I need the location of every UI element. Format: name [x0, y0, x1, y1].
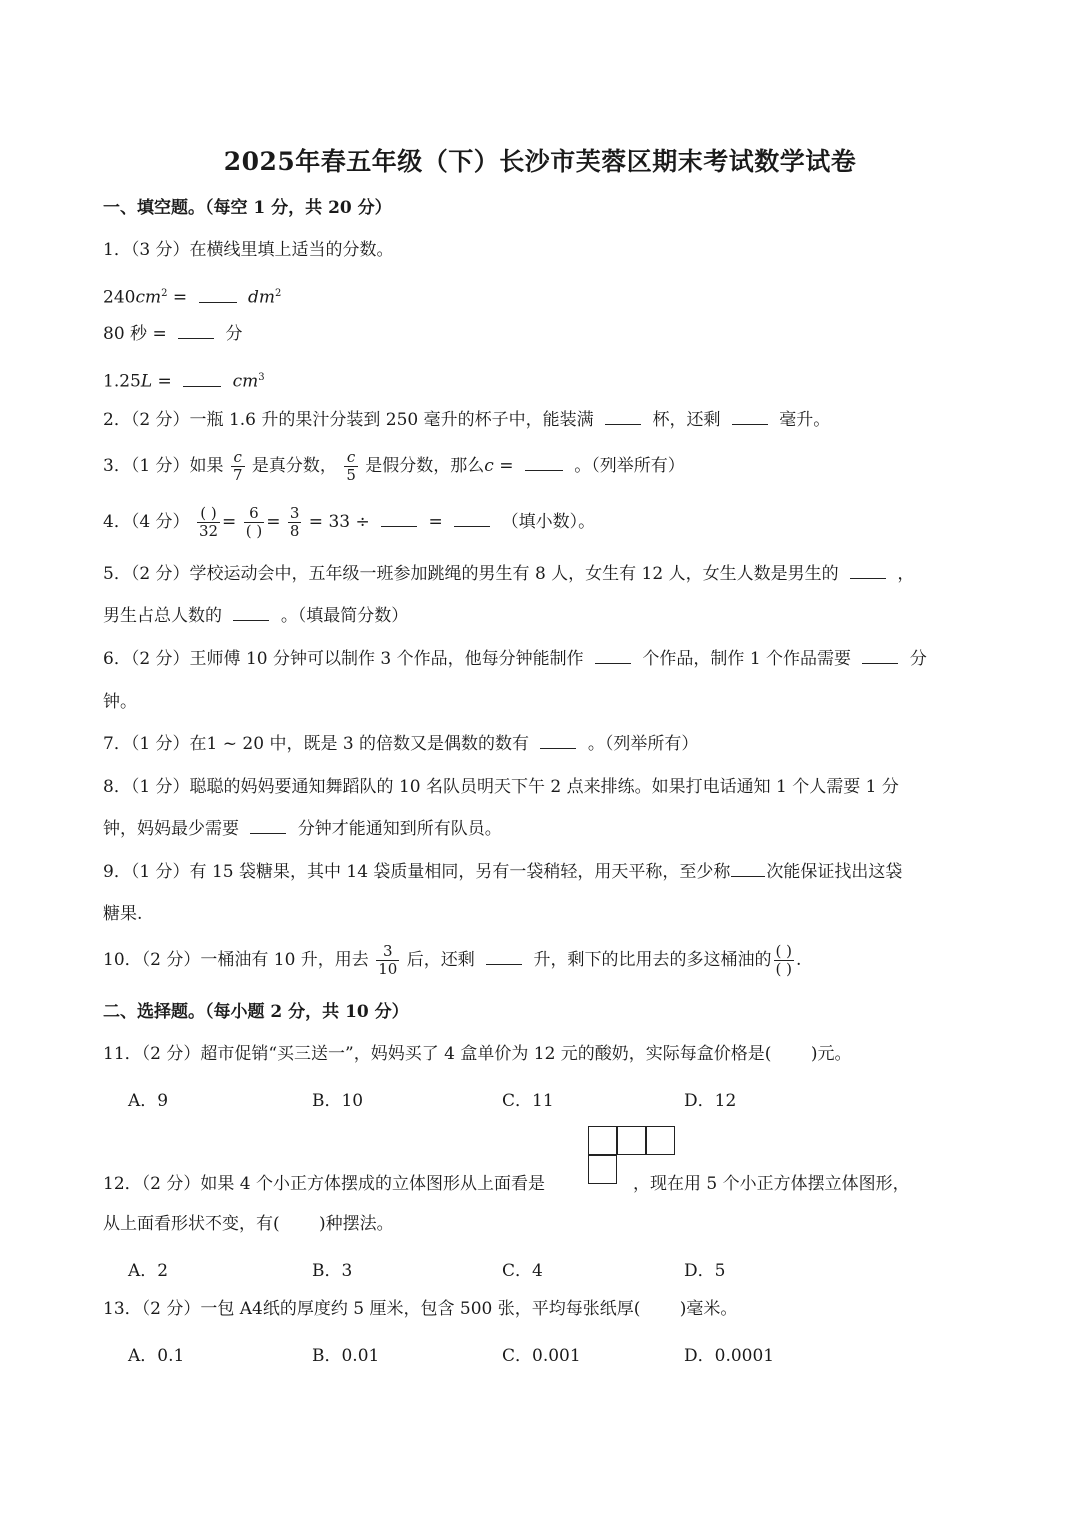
answer-blank[interactable]	[178, 322, 214, 339]
answer-blank[interactable]	[183, 370, 221, 387]
question-5-line-1: 5．（2 分）学校运动会中，五年级一班参加跳绳的男生有 8 人，女生有 12 人，女生人数是男生的 ，	[103, 564, 915, 584]
answer-blank[interactable]	[595, 647, 631, 664]
question-12-line-2: 从上面看形状不变，有( )种摆法。	[103, 1214, 394, 1234]
question-3: 3．（1 分）如果 $\frac{c}{7}$ 是真分数， $\frac{c}{5}$ 是假分数，那么c = 。（列举所有）	[103, 448, 685, 484]
question-2: 2．（2 分）一瓶 1.6 升的果汁分装到 250 毫升的杯子中，能装满 杯，还剩 毫升。	[103, 410, 831, 430]
question-13-option-a[interactable]: A．0.1	[128, 1346, 185, 1366]
fraction: $\frac{c}{5}$	[346, 448, 356, 484]
question-13-option-b[interactable]: B．0.01	[312, 1346, 380, 1366]
question-1-line-1: $240cm^2 = dm^2$	[103, 287, 282, 308]
fraction: $\frac{( )}{32}$	[198, 504, 219, 540]
page-title: 2025年春五年级（下）长沙市芙蓉区期末考试数学试卷	[223, 147, 857, 176]
question-12-option-c[interactable]: C．4	[502, 1261, 543, 1281]
square-cell	[617, 1126, 646, 1155]
fraction: $\frac{3}{8}$	[289, 504, 300, 540]
question-5-line-2: 男生占总人数的 。（填最简分数）	[103, 606, 409, 626]
section-heading-fill-in: 一、填空题。（每空 1 分，共 20 分）	[103, 198, 392, 218]
answer-blank[interactable]	[540, 732, 576, 749]
answer-blank[interactable]	[486, 948, 522, 965]
question-8-line-2: 钟，妈妈最少需要 分钟才能通知到所有队员。	[103, 819, 502, 839]
question-11-option-b[interactable]: B．10	[312, 1091, 364, 1111]
question-11-option-d[interactable]: D．12	[684, 1091, 737, 1111]
question-6-line-1: 6．（2 分）王师傅 10 分钟可以制作 3 个作品，他每分钟能制作 个作品，制作 1 个作品需要 分	[103, 649, 927, 669]
question-13-option-d[interactable]: D．0.0001	[684, 1346, 775, 1366]
question-9-line-2: 糖果.	[103, 904, 143, 924]
question-12-line-1: 12．（2 分）如果 4 个小正方体摆成的立体图形从上面看是 ，现在用 5 个小正方体摆立体图形，	[103, 1174, 910, 1194]
fraction: $\frac{( )}{( )}$	[775, 942, 792, 978]
question-11-option-a[interactable]: A．9	[128, 1091, 169, 1111]
answer-blank[interactable]	[525, 454, 563, 471]
question-6-line-2: 钟。	[103, 692, 137, 712]
question-1-line-3: $1.25L = cm^3$	[103, 371, 265, 392]
fraction: $\frac{3}{10}$	[378, 942, 398, 978]
question-7: 7．（1 分）在1 ~ 20 中，既是 3 的倍数又是偶数的数有 。（列举所有）	[103, 734, 699, 754]
answer-blank[interactable]	[381, 510, 417, 527]
question-11-option-c[interactable]: C．11	[502, 1091, 554, 1111]
question-4: 4．（4 分） $\frac{( )}{32}$ = $\frac{6}{( )}$ = $\frac{3}{8}$ = 33 ÷ = （填小数）。	[103, 504, 596, 540]
question-13-stem: 13．（2 分）一包 A4纸的厚度约 5 厘米，包含 500 张，平均每张纸厚( )毫米。	[103, 1299, 738, 1319]
question-12-option-b[interactable]: B．3	[312, 1261, 353, 1281]
answer-blank[interactable]	[250, 817, 286, 834]
fraction: $\frac{c}{7}$	[232, 448, 243, 484]
question-12-option-a[interactable]: A．2	[128, 1261, 169, 1281]
question-10: 10．（2 分）一桶油有 10 升，用去 $\frac{3}{10}$ 后，还剩 升，剩下的比用去的多这桶油的 $\frac{( )}{( )}$ .	[103, 942, 802, 978]
question-1-stem: 1．（3 分）在横线里填上适当的分数。	[103, 240, 394, 260]
answer-blank[interactable]	[731, 860, 765, 877]
answer-blank[interactable]	[454, 510, 490, 527]
question-12-option-d[interactable]: D．5	[684, 1261, 726, 1281]
section-heading-multiple-choice: 二、选择题。（每小题 2 分，共 10 分）	[103, 1002, 409, 1022]
answer-blank[interactable]	[199, 286, 237, 303]
answer-blank[interactable]	[233, 604, 269, 621]
question-13-option-c[interactable]: C．0.001	[502, 1346, 581, 1366]
question-9-line-1: 9．（1 分）有 15 袋糖果，其中 14 袋质量相同，另有一袋稍轻，用天平称，至少称 次能保证找出这袋	[103, 862, 903, 882]
square-cell	[588, 1126, 617, 1155]
answer-blank[interactable]	[862, 647, 898, 664]
answer-blank[interactable]	[850, 562, 886, 579]
square-cell	[646, 1126, 675, 1155]
answer-blank[interactable]	[732, 408, 768, 425]
question-1-line-2: 80 秒 = 分	[103, 324, 243, 344]
fraction: $\frac{6}{( )}$	[245, 504, 263, 540]
answer-blank[interactable]	[605, 408, 641, 425]
question-11-stem: 11．（2 分）超市促销“买三送一”，妈妈买了 4 盒单价为 12 元的酸奶，实际每盒价格是( )元。	[103, 1044, 852, 1064]
question-8-line-1: 8．（1 分）聪聪的妈妈要通知舞蹈队的 10 名队员明天下午 2 点来排练。如果打电话通知 1 个人需要 1 分	[103, 777, 899, 797]
